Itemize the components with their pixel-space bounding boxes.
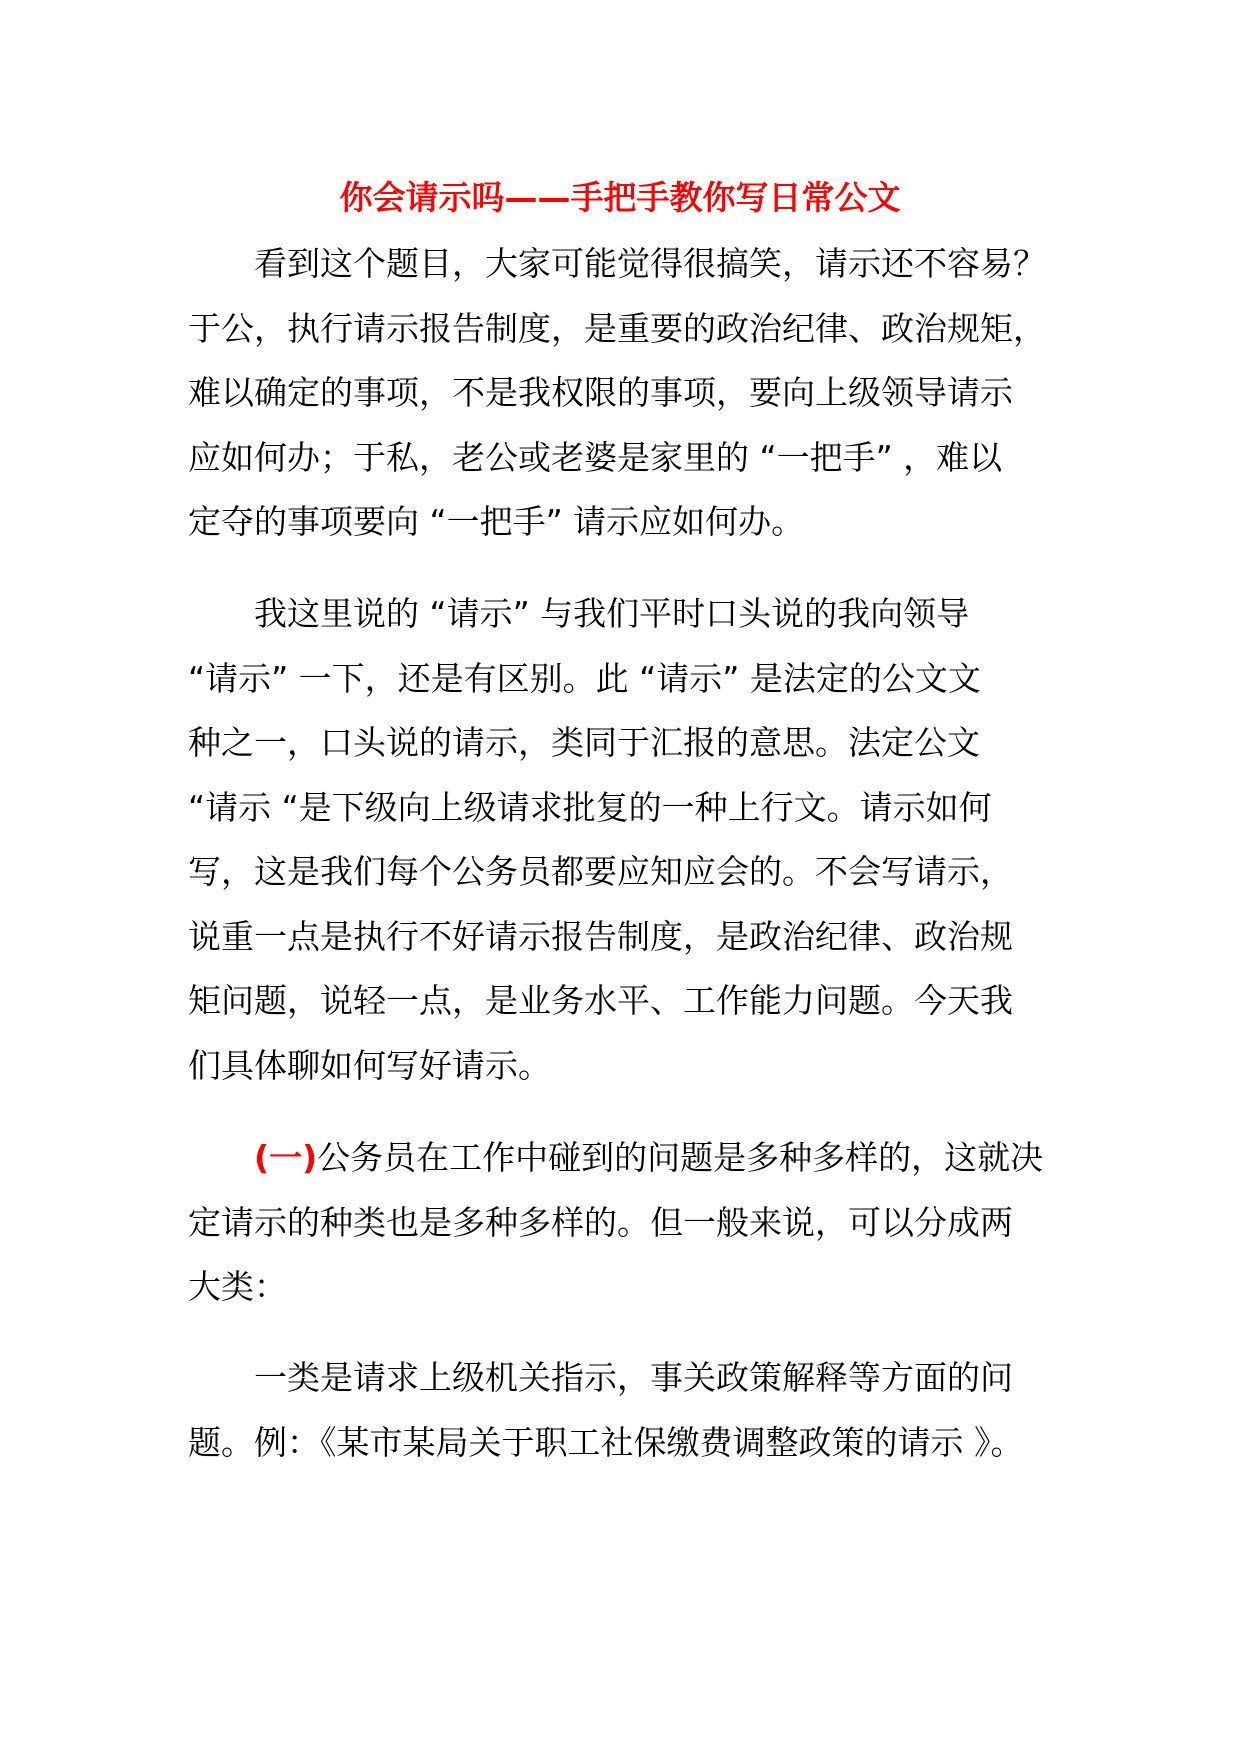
section-marker: (一) <box>254 1138 318 1177</box>
paragraph-3 <box>188 1126 1068 1320</box>
paragraph-line: 说重一点是执行不好请示报告制度，是政治纪律、政治规 <box>188 916 1013 956</box>
paragraph-line: 矩问题，说轻一点，是业务水平、工作能力问题。今天我 <box>188 981 1013 1020</box>
paragraph-line: 种之一，口头说的请示，类同于汇报的意思。法定公文 <box>188 723 980 762</box>
paragraph-line: “请示” 一下，还是有区别。此 “请示” 是法定的公文文 <box>188 658 981 698</box>
paragraph-line: 定夺的事项要向 “一把手” 请示应如何办。 <box>188 502 805 541</box>
paragraph-line: 题。例：《某市某局关于职工社保缴费调整政策的请示 》。 <box>188 1422 1024 1462</box>
paragraph-line <box>188 1126 1068 1191</box>
paragraph-line: 定请示的种类也是多种多样的。但一般来说，可以分成两 <box>188 1202 1013 1242</box>
paragraph-line: 写，这是我们每个公务员都要应知应会的。不会写请示， <box>188 852 1013 891</box>
document-title: 你会请示吗——手把手教你写日常公文 <box>339 178 901 217</box>
paragraph-line: 我这里说的 “请示” 与我们平时口头说的我向领导 <box>254 594 970 633</box>
paragraph-line: 一类是请求上级机关指示，事关政策解释等方面的问 <box>254 1358 1013 1397</box>
paragraph-line: 应如何办；于私，老公或老婆是家里的 “一把手” ，难以 <box>188 437 1003 477</box>
paragraph-line: 们具体聊如何写好请示。 <box>188 1045 551 1085</box>
paragraph-line: 难以确定的事项，不是我权限的事项，要向上级领导请示 <box>188 373 1013 412</box>
paragraph-line-text: 公务员在工作中碰到的问题是多种多样的，这就决 <box>317 1138 1044 1177</box>
paragraph-line: “请示 “是下级向上级请求批复的一种上行文。请示如何 <box>188 787 992 827</box>
paragraph-1 <box>188 232 1068 555</box>
paragraph-line: 大类： <box>188 1267 287 1306</box>
paragraph-line: 于公，执行请示报告制度，是重要的政治纪律、政治规矩， <box>188 308 1046 348</box>
paragraph-line: 看到这个题目，大家可能觉得很搞笑，请示还不容易？ <box>254 244 1046 283</box>
paragraph-4 <box>188 1346 1068 1475</box>
paragraph-2 <box>188 582 1068 1098</box>
